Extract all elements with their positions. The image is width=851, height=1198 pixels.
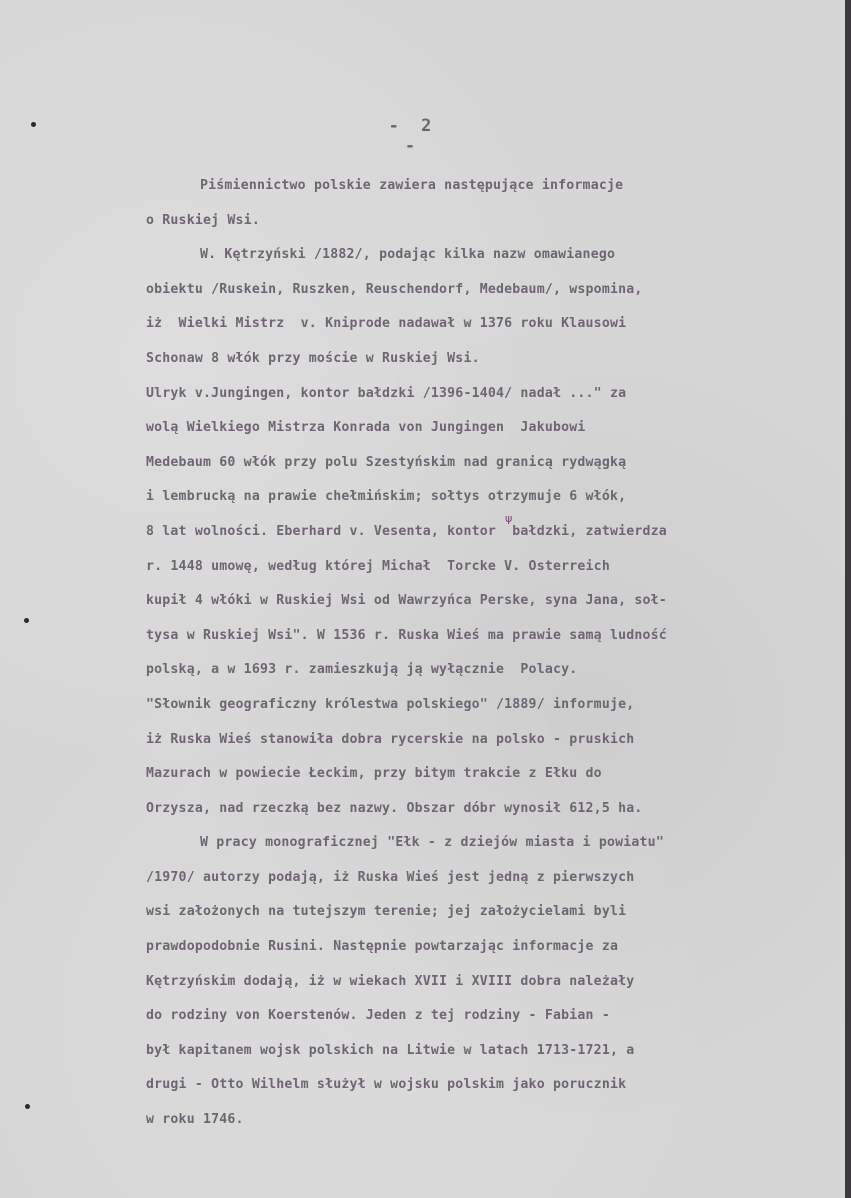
scan-border [845, 0, 851, 1198]
text-line: "Słownik geograficzny królestwa polskiego" /1889/ informuje, [146, 696, 635, 712]
text-line: prawdopodobnie Rusini. Następnie powtarzając informacje za [146, 939, 619, 955]
text-line: wolą Wielkiego Mistrza Konrada von Jungingen Jakubowi [146, 420, 586, 436]
handwritten-annotation: ψ [505, 512, 513, 525]
page-number: - 2 - [388, 116, 438, 156]
text-line: był kapitanem wojsk polskich na Litwie w latach 1713-1721, a [146, 1042, 635, 1058]
text-line: 8 lat wolności. Eberhard v. Vesenta, kontor bałdzki, zatwierdza [146, 523, 667, 539]
document-body [146, 176, 836, 1145]
text-line: W pracy monograficznej "Ełk - z dziejów miasta i powiatu" [200, 835, 664, 851]
text-line: /1970/ autorzy podają, iż Ruska Wieś jest jedną z pierwszych [146, 869, 635, 885]
text-line: r. 1448 umowę, według której Michał Torcke V. Osterreich [146, 558, 610, 574]
text-line: polską, a w 1693 r. zamieszkują ją wyłącznie Polacy. [146, 662, 578, 678]
text-line: W. Kętrzyński /1882/, podając kilka nazw omawianego [200, 247, 616, 263]
text-line: do rodziny von Koerstenów. Jeden z tej rodziny - Fabian - [146, 1008, 610, 1024]
text-line: i lembrucką na prawie chełmińskim; sołtys otrzymuje 6 włók, [146, 489, 627, 505]
text-line: Mazurach w powiecie Łeckim, przy bitym trakcie z Ełku do [146, 766, 602, 782]
text-line: Schonaw 8 włók przy moście w Ruskiej Wsi. [146, 350, 480, 366]
text-line: obiektu /Ruskein, Ruszken, Reuschendorf, Medebaum/, wspomina, [146, 281, 643, 297]
text-line: Ulryk v.Jungingen, kontor bałdzki /1396-1404/ nadał ..." za [146, 385, 627, 401]
text-line: wsi założonych na tutejszym terenie; jej założycielami byli [146, 904, 627, 920]
text-line: iż Wielki Mistrz v. Kniprode nadawał w 1376 roku Klausowi [146, 316, 627, 332]
text-line: Orzysza, nad rzeczką bez nazwy. Obszar dóbr wynosił 612,5 ha. [146, 800, 643, 816]
punch-hole-mark [25, 1104, 30, 1109]
text-line: tysa w Ruskiej Wsi". W 1536 r. Ruska Wieś ma prawie samą ludność [146, 627, 667, 643]
punch-hole-mark [24, 618, 29, 623]
text-line: Kętrzyńskim dodają, iż w wiekach XVII i XVIII dobra należały [146, 973, 635, 989]
text-line: Piśmiennictwo polskie zawiera następujące informacje [200, 178, 624, 193]
text-line: drugi - Otto Wilhelm służył w wojsku polskim jako porucznik [146, 1077, 627, 1093]
text-line: iż Ruska Wieś stanowiła dobra rycerskie na polsko - pruskich [146, 731, 635, 747]
text-line: kupił 4 włóki w Ruskiej Wsi od Wawrzyńca Perske, syna Jana, soł- [146, 593, 667, 609]
text-line: Medebaum 60 włók przy polu Szestyńskim nad granicą rydwągką [146, 454, 627, 470]
text-line: o Ruskiej Wsi. [146, 212, 260, 228]
punch-hole-mark [31, 122, 36, 127]
text-line: w roku 1746. [146, 1112, 244, 1128]
